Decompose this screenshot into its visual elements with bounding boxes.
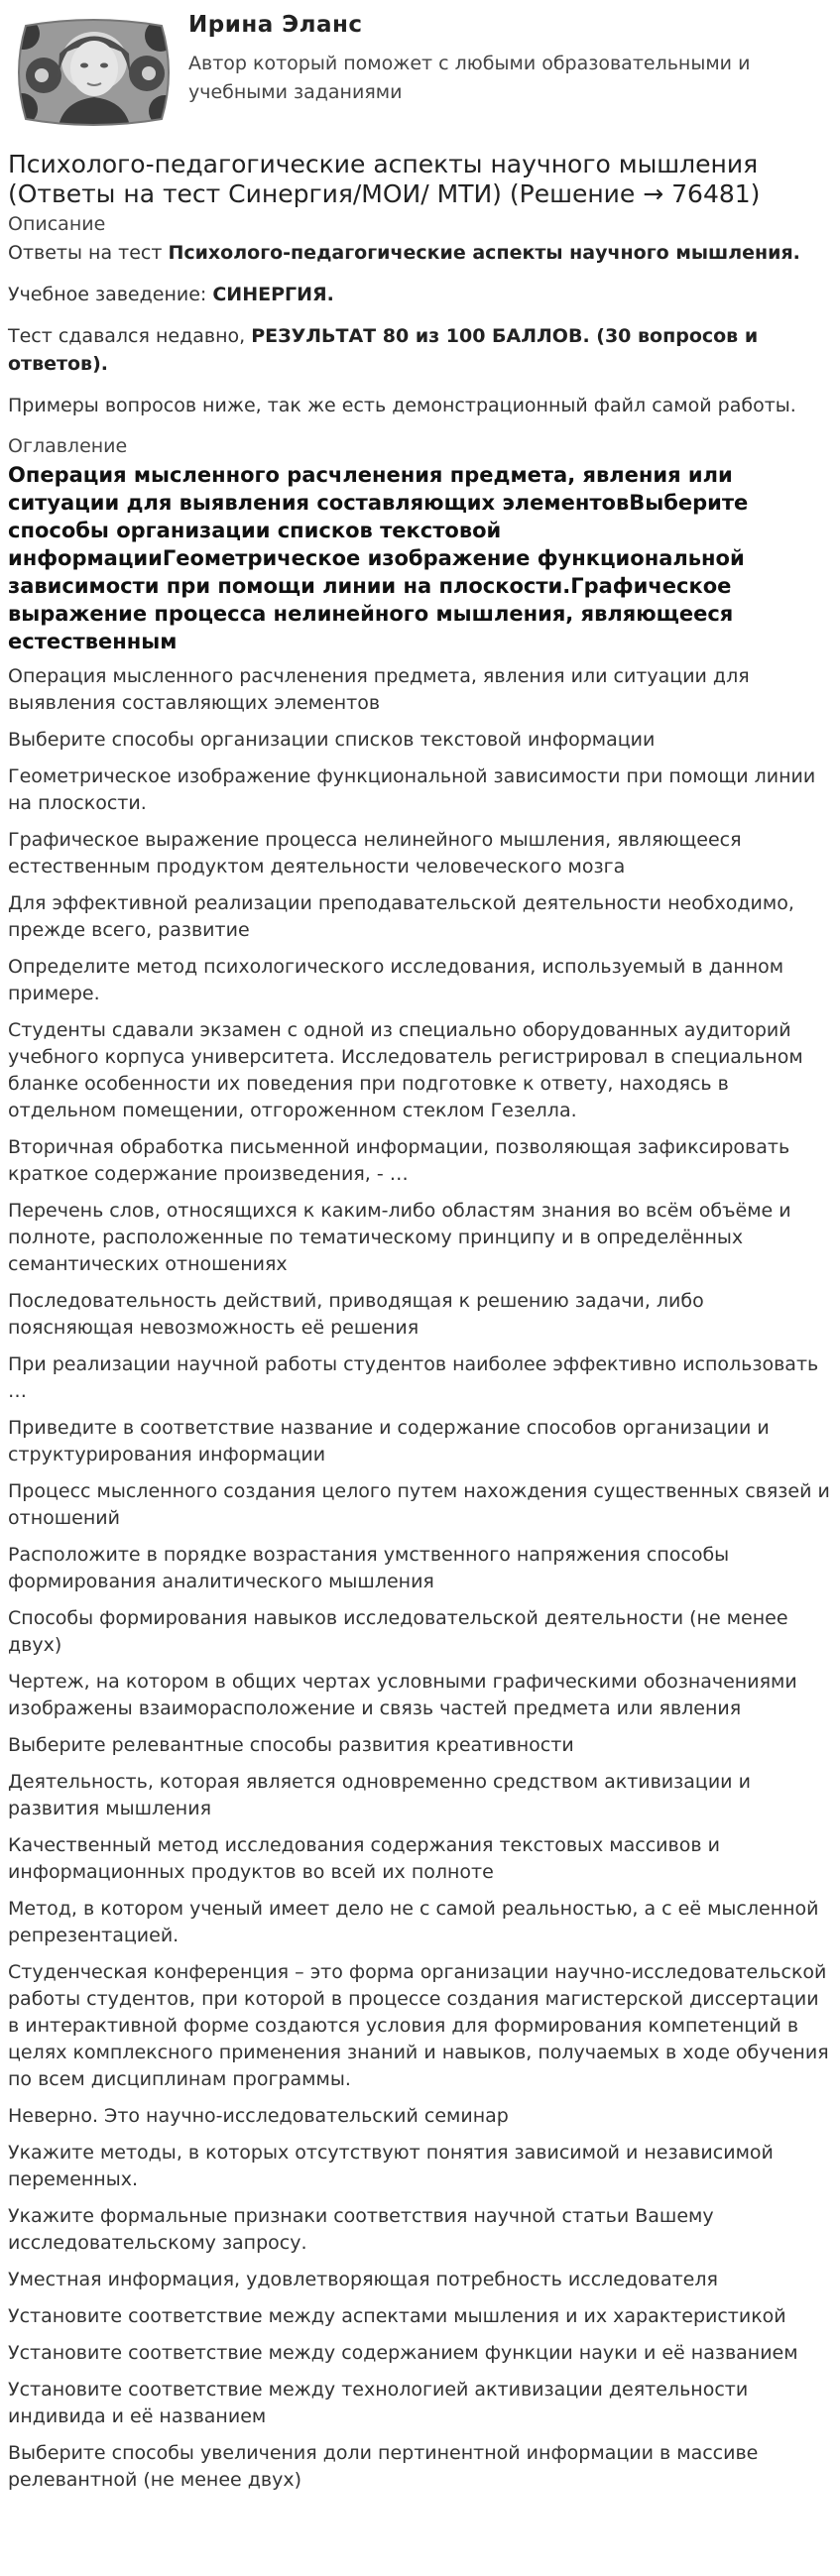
question-item: Укажите методы, в которых отсутствуют понятия зависимой и независимой переменных. bbox=[8, 2142, 774, 2190]
description-examples: Примеры вопросов ниже, так же есть демонстрационный файл самой работы. bbox=[8, 395, 796, 416]
answers-bold: Психолого-педагогические аспекты научного мышления. bbox=[168, 242, 800, 264]
question-item: Студенты сдавали экзамен с одной из специально оборудованных аудиторий учебного корпуса университета. Исследователь регистрировал в специальном бланке особенности их поведения при подготовке к ответу, находясь в отдельном помещении, отгороженном стеклом Гезелла. bbox=[8, 1019, 803, 1121]
author-avatar[interactable] bbox=[8, 10, 179, 134]
question-item: Определите метод психологического исследования, используемый в данном примере. bbox=[8, 956, 784, 1004]
question-item: Качественный метод исследования содержания текстовых массивов и информационных продуктов во всей их полноте bbox=[8, 1834, 720, 1883]
institution-bold: СИНЕРГИЯ. bbox=[212, 284, 334, 305]
question-item: Установите соответствие между содержанием функции науки и её названием bbox=[8, 2342, 798, 2364]
question-item: Чертеж, на котором в общих чертах условными графическими обозначениями изображены взаиморасположение и связь частей предмета или явления bbox=[8, 1671, 797, 1719]
question-item: Выберите релевантные способы развития креативности bbox=[8, 1734, 574, 1756]
question-item: Последовательность действий, приводящая к решению задачи, либо поясняющая невозможность её решения bbox=[8, 1290, 704, 1339]
question-item: При реализации научной работы студентов наиболее эффективно использовать … bbox=[8, 1353, 819, 1402]
description-answers bbox=[8, 239, 821, 267]
question-item: Установите соответствие между технологией активизации деятельности индивида и её названием bbox=[8, 2379, 749, 2427]
answers-prefix: Ответы на тест bbox=[8, 242, 169, 264]
question-item: Установите соответствие между аспектами мышления и их характеристикой bbox=[8, 2305, 786, 2327]
question-item: Процесс мысленного создания целого путем нахождения существенных связей и отношений bbox=[8, 1480, 830, 1529]
question-item: Графическое выражение процесса нелинейного мышления, являющееся естественным продуктом деятельности человеческого мозга bbox=[8, 829, 742, 878]
questions-list bbox=[8, 663, 831, 2494]
avatar-image bbox=[12, 14, 176, 131]
question-item: Геометрическое изображение функциональной зависимости при помощи линии на плоскости. bbox=[8, 765, 816, 814]
institution-prefix: Учебное заведение: bbox=[8, 284, 213, 305]
description-institution bbox=[8, 281, 821, 308]
question-item: Способы формирования навыков исследовательской деятельности (не менее двух) bbox=[8, 1607, 788, 1656]
author-card bbox=[8, 0, 821, 144]
toc-label: Оглавление bbox=[8, 435, 128, 457]
question-item: Перечень слов, относящихся к каким-либо областям знания во всём объёме и полноте, расположенные по тематическому принципу и в определённых семантических отношениях bbox=[8, 1200, 791, 1275]
author-description: Автор который поможет с любыми образовательными и учебными заданиями bbox=[188, 53, 751, 103]
question-item: Студенческая конференция – это форма организации научно-исследовательской работы студентов, при которой в процессе создания магистерской диссертации в интерактивной форме создаются условия для формирования компетенций в целях комплексного применения знаний и навыков, получаемых в ходе обучения по всем дисциплинам программы. bbox=[8, 1961, 829, 2090]
question-item: Приведите в соответствие название и содержание способов организации и структурирования информации bbox=[8, 1417, 770, 1465]
page-title: Психолого-педагогические аспекты научного мышления (Ответы на тест Синергия/МОИ/ МТИ) (Решение → 76481) bbox=[8, 150, 761, 208]
question-item: Вторичная обработка письменной информации, позволяющая зафиксировать краткое содержание произведения, - … bbox=[8, 1136, 790, 1185]
question-item: Операция мысленного расчленения предмета, явления или ситуации для выявления составляющих элементов bbox=[8, 665, 750, 714]
question-item: Для эффективной реализации преподавательской деятельности необходимо, прежде всего, развитие bbox=[8, 892, 794, 941]
question-item: Неверно. Это научно-исследовательский семинар bbox=[8, 2105, 509, 2127]
test-bold: РЕЗУЛЬТАТ 80 из 100 БАЛЛОВ. (30 вопросов и ответов). bbox=[8, 325, 759, 375]
author-name[interactable]: Ирина Эланс bbox=[188, 12, 363, 38]
question-item: Выберите способы организации списков текстовой информации bbox=[8, 729, 656, 751]
question-item: Укажите формальные признаки соответствия научной статьи Вашему исследовательскому запросу. bbox=[8, 2205, 714, 2254]
test-prefix: Тест сдавался недавно, bbox=[8, 325, 252, 347]
question-item: Метод, в котором ученый имеет дело не с самой реальностью, а с её мысленной репрезентацией. bbox=[8, 1898, 819, 1946]
author-info bbox=[188, 0, 783, 107]
question-item: Расположите в порядке возрастания умственного напряжения способы формирования аналитического мышления bbox=[8, 1544, 730, 1592]
question-item: Деятельность, которая является одновременно средством активизации и развития мышления bbox=[8, 1771, 751, 1819]
question-item: Уместная информация, удовлетворяющая потребность исследователя bbox=[8, 2269, 718, 2290]
description-label: Описание bbox=[8, 213, 106, 235]
question-item: Выберите способы увеличения доли пертинентной информации в массиве релевантной (не менее двух) bbox=[8, 2442, 759, 2491]
description-test bbox=[8, 322, 821, 378]
toc-heading: Операция мысленного расчленения предмета, явления или ситуации для выявления составляющих элементовВыберите способы организации списков текстовой информацииГеометрическое изображение функциональной зависимости при помощи линии на плоскости.Графическое выражение процесса нелинейного мышления, являющееся естественным bbox=[8, 463, 749, 653]
